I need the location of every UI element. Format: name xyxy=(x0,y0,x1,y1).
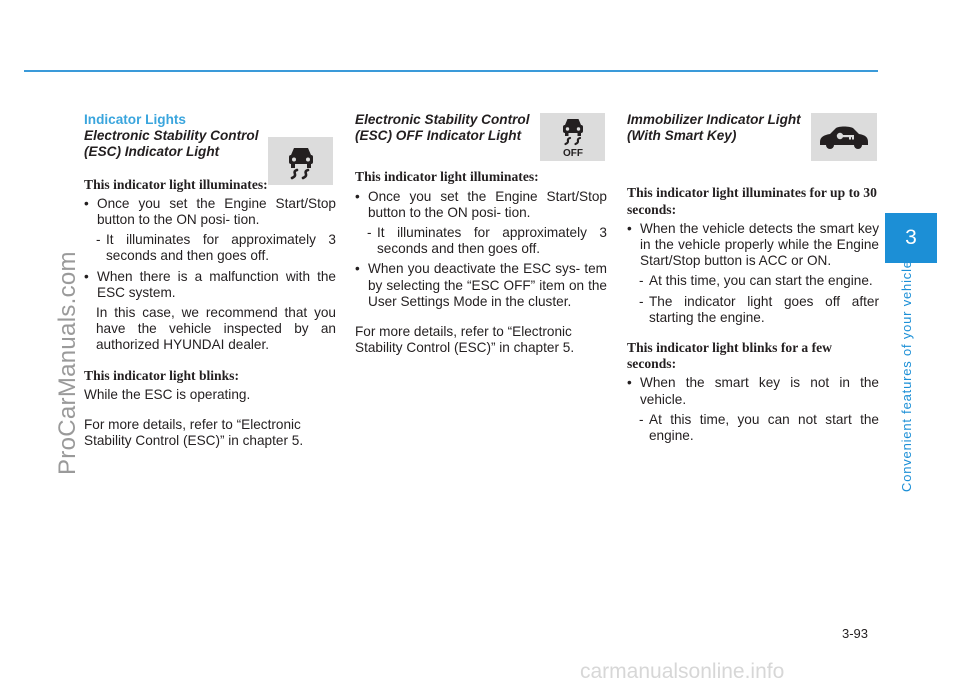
header-rule xyxy=(24,70,878,72)
blinks-heading: This indicator light blinks for a few seconds: xyxy=(627,340,832,372)
reference-text: For more details, refer to “Electronic Stability Control (ESC)” in chapter 5. xyxy=(84,417,304,449)
esc-off-subtitle: Electronic Stability Control (ESC) OFF Indicator Light xyxy=(355,112,530,144)
esc-indicator-icon xyxy=(268,137,333,185)
list-item: • When there is a malfunction with the ESC system. xyxy=(84,268,336,300)
list-subitem: - At this time, you can not start the engine. xyxy=(639,411,879,444)
illuminates-heading: This indicator light illuminates: xyxy=(355,169,539,185)
esc-off-indicator-icon xyxy=(540,113,605,161)
list-subitem: - At this time, you can start the engine. xyxy=(639,273,873,289)
esc-off-icon-label: OFF xyxy=(562,148,583,159)
footer-watermark: carmanualsonline.info xyxy=(580,660,785,683)
immobilizer-subtitle: Immobilizer Indicator Light (With Smart Key) xyxy=(627,112,801,144)
section-title: Indicator Lights xyxy=(84,112,186,127)
list-item: • When the smart key is not in the vehicle. xyxy=(627,375,879,407)
reference-text: For more details, refer to “Electronic Stability Control (ESC)” in chapter 5. xyxy=(355,324,575,356)
list-subitem: - It illuminates for approximately 3 seconds and then goes off. xyxy=(96,232,336,264)
list-item: • When you deactivate the ESC sys- tem by selecting the “ESC OFF” item on the User Settings Mode in the cluster. xyxy=(355,261,607,309)
column-immobilizer-indicator xyxy=(627,112,879,444)
list-subitem: - It illuminates for approximately 3 seconds and then goes off. xyxy=(367,225,607,257)
illuminates-heading: This indicator light illuminates: xyxy=(84,176,268,192)
chapter-tab: 3 xyxy=(885,213,937,263)
watermark-text: ProCarManuals.com xyxy=(54,251,81,475)
list-item: • Once you set the Engine Start/Stop button to the ON posi- tion. xyxy=(355,188,607,220)
chapter-title: Convenient features of your vehicle xyxy=(899,260,914,492)
blinks-text: While the ESC is operating. xyxy=(84,386,251,402)
esc-subtitle: Electronic Stability Control (ESC) Indicator Light xyxy=(84,128,259,160)
note-text: In this case, we recommend that you have the vehicle inspected by an authorized HYUNDAI dealer. xyxy=(96,305,336,353)
blinks-heading: This indicator light blinks: xyxy=(84,367,239,383)
page-number: 3-93 xyxy=(842,626,869,641)
immobilizer-indicator-icon xyxy=(811,113,877,161)
list-item: • When the vehicle detects the smart key in the vehicle properly while the Engine Start/Stop button is ACC or ON. xyxy=(627,220,879,269)
illuminates-heading: This indicator light illuminates for up to 30 seconds: xyxy=(627,185,877,217)
list-subitem: - The indicator light goes off after starting the engine. xyxy=(639,293,879,325)
list-item: • Once you set the Engine Start/Stop button to the ON posi- tion. xyxy=(84,195,336,228)
